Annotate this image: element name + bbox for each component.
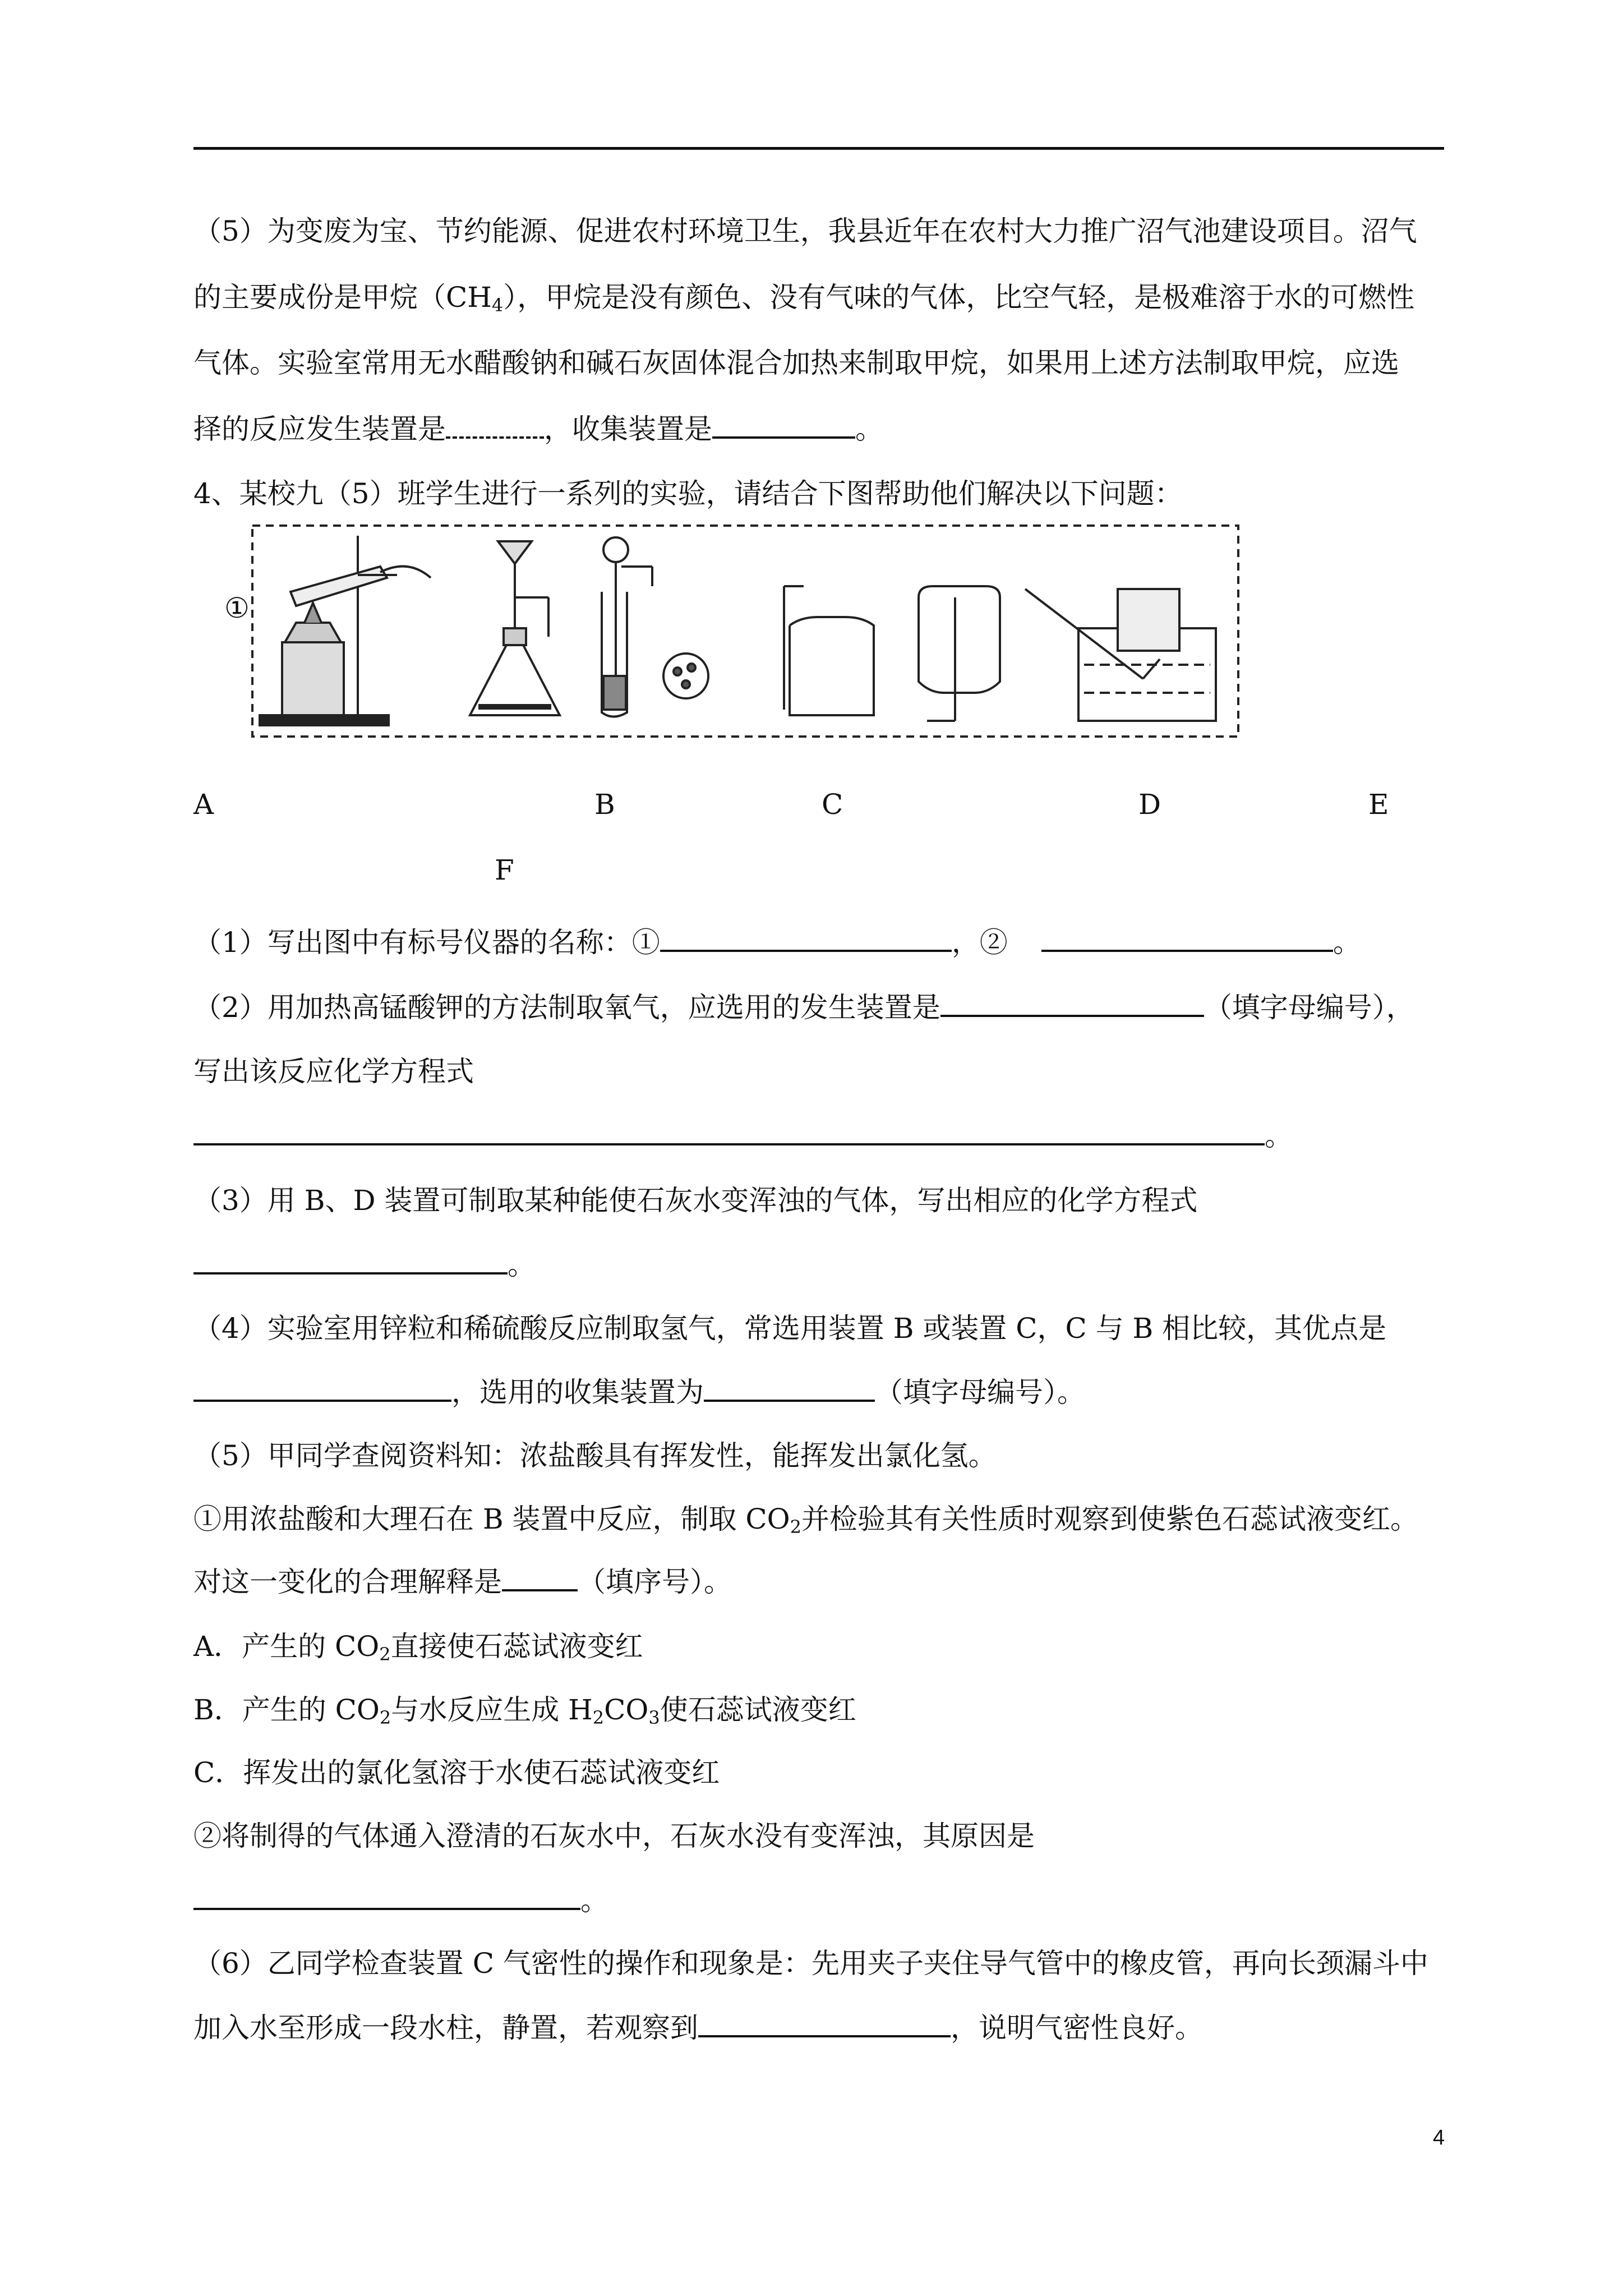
q4-6-line2: 加入水至形成一段水柱，静置，若观察到 ，说明气密性良好。 [193, 2005, 1203, 2046]
answer-blank[interactable] [660, 923, 952, 952]
q3-5-line4: 择的反应发生装置是 ，收集装置是 。 [193, 407, 883, 447]
q4-2-equation-prompt: 写出该反应化学方程式 [193, 1055, 474, 1088]
apparatus-f-icon [1025, 589, 1216, 721]
label-d: D [1138, 788, 1161, 821]
option-a: A．产生的 $CO_2$直接使石蕊试液变红 [193, 1630, 643, 1665]
page-number: 4 [1432, 2126, 1445, 2150]
answer-blank[interactable] [193, 1373, 451, 1402]
q4-6: （6）乙同学检查装置 C 气密性的操作和现象是：先用夹子夹住导气管中的橡皮管，再向长颈漏斗中 [193, 1947, 1428, 1980]
q4-1: （1）写出图中有标号仪器的名称：① ，② 。 [193, 920, 1361, 960]
answer-blank[interactable] [446, 409, 544, 439]
label-b: B [594, 788, 615, 821]
label-c: C [822, 788, 843, 821]
answer-blank[interactable] [193, 1245, 508, 1274]
q4-2-equation-line: 。 [193, 1114, 1293, 1154]
q3-5-line1: （5）为变废为宝、节约能源、促进农村环境卫生，我县近年在农村大力推广沼气池建设项目。沼气 [193, 215, 1417, 247]
q4-4-answer: ，选用的收集装置为 （填字母编号）。 [193, 1370, 1085, 1410]
q4-5-2-answer: 。 [193, 1878, 608, 1918]
label-a: A [193, 788, 214, 821]
option-b: B．产生的 $CO_2$与水反应生成 $H_2CO_3$使石蕊试液变红 [193, 1694, 856, 1728]
answer-blank[interactable] [502, 1562, 578, 1591]
q3-5-line2: 的主要成份是甲烷$(CH_4)$，甲烷是没有颜色、没有气味的气体，比空气轻，是极难溶于水的可燃性 [193, 281, 1415, 316]
q4-3: （3）用 B、D 装置可制取某种能使石灰水变浑浊的气体，写出相应的化学方程式 [193, 1184, 1198, 1217]
answer-blank[interactable] [704, 1373, 875, 1402]
answer-blank[interactable] [712, 409, 855, 439]
q4-intro: 4、某校九（5）班学生进行一系列的实验，请结合下图帮助他们解决以下问题： [193, 477, 1183, 510]
answer-blank[interactable] [698, 2008, 951, 2037]
apparatus-c-icon [602, 537, 708, 717]
q4-5-1: ①用浓盐酸和大理石在 B 装置中反应，制取 $CO_2$并检验其有关性质时观察到使紫色石蕊试液变红。 [193, 1503, 1419, 1538]
answer-blank[interactable] [193, 1881, 580, 1910]
option-c: C．挥发出的氯化氢溶于水使石蕊试液变红 [193, 1756, 720, 1789]
q4-4: （4）实验室用锌粒和稀硫酸反应制取氢气，常选用装置 B 或装置 C，C 与 B 相比较，其优点是 [193, 1312, 1387, 1345]
q4-3-answer: 。 [193, 1243, 536, 1283]
apparatus-figure [251, 524, 1239, 738]
q4-2: （2）用加热高锰酸钾的方法制取氧气，应选用的发生装置是 （填字母编号）， [193, 985, 1414, 1025]
answer-blank[interactable] [1041, 923, 1333, 952]
q4-5: （5）甲同学查阅资料知：浓盐酸具有挥发性，能挥发出氯化氢。 [193, 1439, 997, 1472]
q3-5-line3: 气体。实验室常用无水醋酸钠和碱石灰固体混合加热来制取甲烷，如果用上述方法制取甲烷，应选 [193, 347, 1399, 379]
q4-5-1-question: 对这一变化的合理解释是 （填序号）。 [193, 1559, 732, 1600]
apparatus-d-icon [784, 586, 874, 715]
answer-blank[interactable] [940, 988, 1204, 1017]
answer-blank[interactable] [193, 1116, 1265, 1145]
label-f: F [495, 854, 514, 886]
apparatus-a-icon [260, 536, 431, 725]
apparatus-e-icon [919, 586, 1000, 721]
q4-5-2: ②将制得的气体通入澄清的石灰水中，石灰水没有变浑浊，其原因是 [193, 1820, 1035, 1852]
circle-marker-1: ① [224, 592, 250, 624]
header-rule [193, 147, 1444, 150]
label-e: E [1368, 788, 1389, 821]
apparatus-b-icon [470, 541, 560, 715]
